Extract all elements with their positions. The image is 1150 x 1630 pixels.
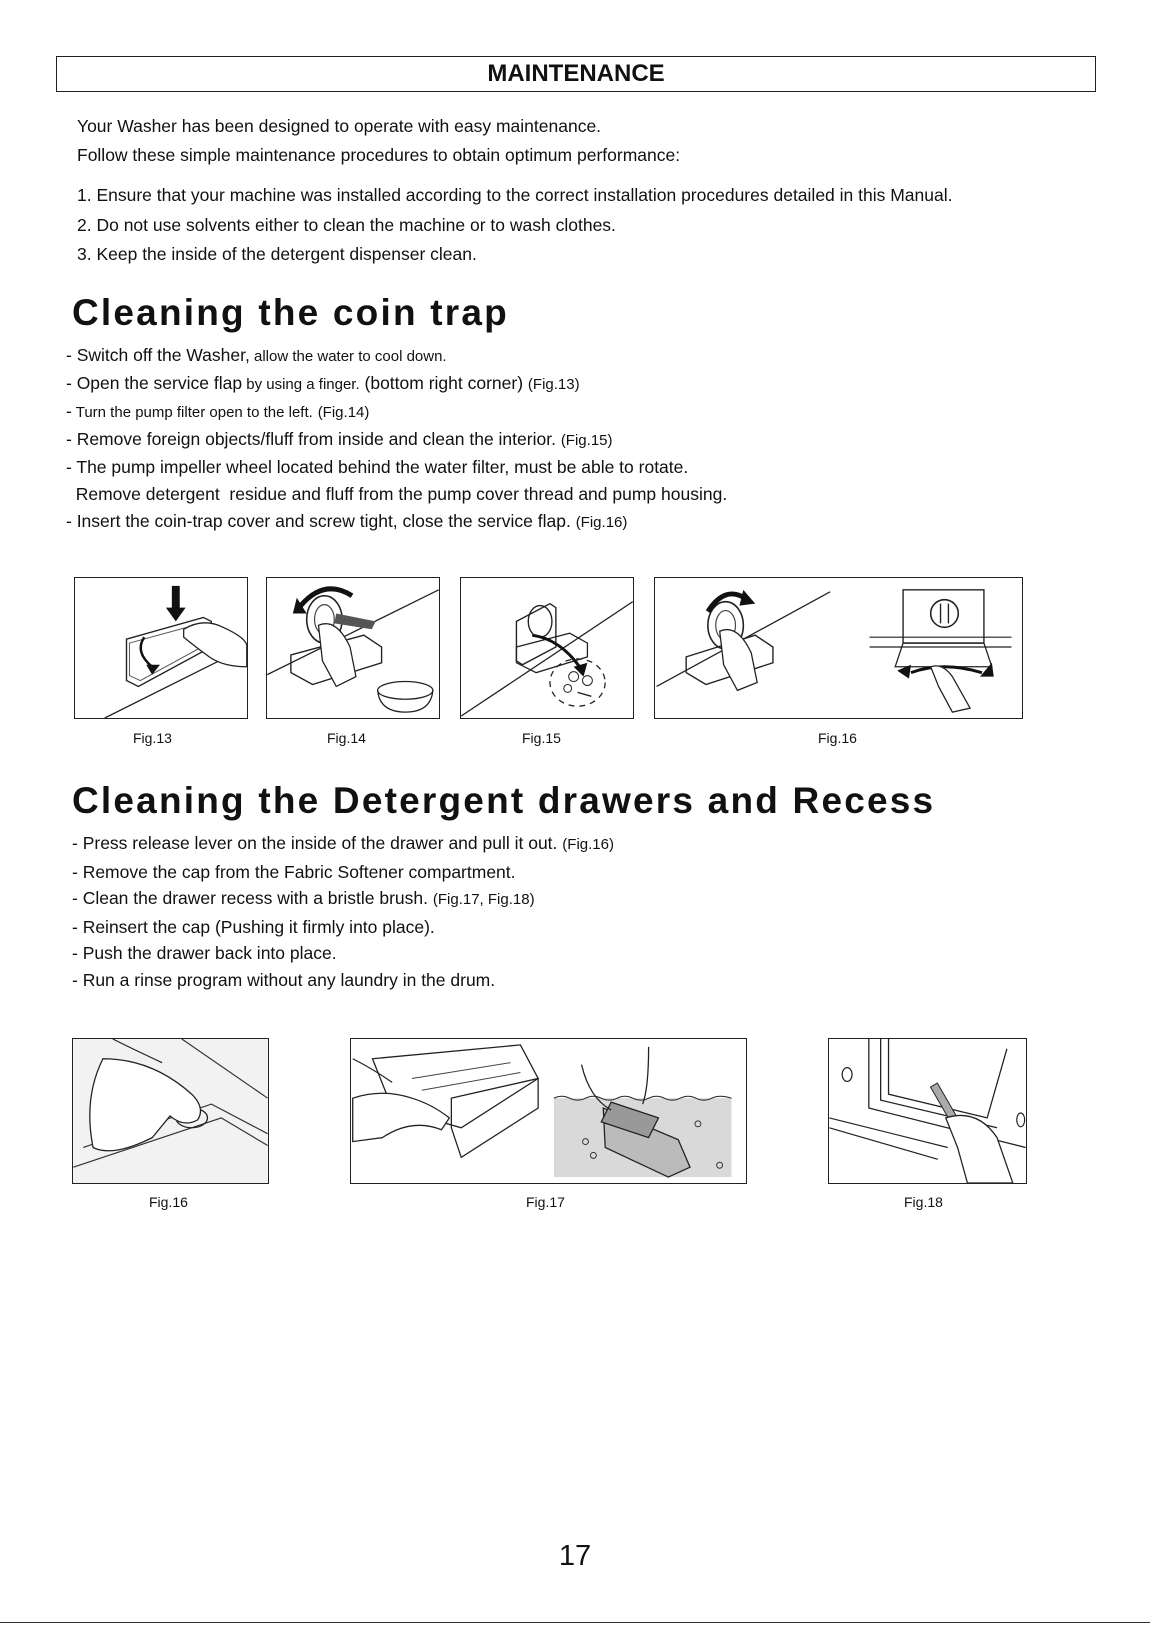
figure-16-close-flap [654, 577, 1023, 719]
close-service-flap-illustration [655, 578, 1022, 718]
drawer-release-illustration [73, 1039, 268, 1183]
step-item: - The pump impeller wheel located behind the water filter, must be able to rotate. [66, 457, 689, 477]
figure-caption: Fig.14 [327, 730, 366, 746]
figure-ref: (Fig.14) [317, 404, 370, 421]
figure-15-remove-objects [460, 577, 634, 719]
figure-13-open-flap [74, 577, 248, 719]
rule-item: 1. Ensure that your machine was installed according to the correct installation procedures detailed in this Manual. [77, 185, 953, 205]
step-item: - Turn the pump filter open to the left. (Fig.14) [66, 401, 370, 421]
figure-ref: (Fig.15) [560, 432, 613, 449]
step-item: - Insert the coin-trap cover and screw tight, close the service flap. (Fig.16) [66, 511, 628, 531]
step-item: Remove detergent residue and fluff from the pump cover thread and pump housing. [66, 484, 728, 504]
rule-item: 2. Do not use solvents either to clean the machine or to wash clothes. [77, 214, 616, 235]
coin-trap-cleaning-illustration [461, 578, 633, 718]
figure-16-press-release-lever [72, 1038, 269, 1184]
step-item: - Remove the cap from the Fabric Softener compartment. [72, 861, 516, 882]
page-title: MAINTENANCE [56, 56, 1096, 92]
section-heading-detergent: Cleaning the Detergent drawers and Recess [72, 780, 936, 821]
flap-opening-illustration [75, 578, 247, 718]
figure-caption: Fig.16 [818, 730, 857, 746]
step-item: - Press release lever on the inside of the drawer and pull it out. (Fig.16) [72, 833, 614, 853]
bottom-divider [0, 1622, 1150, 1623]
figure-ref: (Fig.16) [562, 836, 614, 853]
figure-17-clean-drawer [350, 1038, 747, 1184]
intro-text [77, 112, 680, 170]
figure-ref: (Fig.17, Fig.18) [432, 891, 535, 908]
pump-filter-illustration [267, 578, 439, 718]
step-item: - Reinsert the cap (Pushing it firmly into place). [72, 916, 435, 937]
step-item: - Switch off the Washer, allow the water to cool down. [66, 345, 447, 365]
rule-item: 3. Keep the inside of the detergent dispenser clean. [77, 244, 477, 264]
figure-ref: (Fig.13) [527, 376, 580, 393]
drawer-washing-illustration [351, 1039, 746, 1183]
step-item: - Clean the drawer recess with a bristle brush. (Fig.17, Fig.18) [72, 888, 535, 908]
figure-caption: Fig.15 [522, 730, 561, 746]
figure-ref: (Fig.16) [575, 514, 628, 531]
step-item: - Run a rinse program without any laundry in the drum. [72, 969, 496, 990]
figure-14-turn-pump-filter [266, 577, 440, 719]
intro-line: Your Washer has been designed to operate with easy maintenance. [77, 116, 602, 136]
maintenance-rules [77, 181, 952, 270]
figure-caption: Fig.16 [149, 1194, 188, 1210]
detergent-steps [72, 830, 614, 993]
figure-caption: Fig.18 [904, 1194, 943, 1210]
page-number: 17 [558, 1540, 592, 1572]
figure-caption: Fig.17 [526, 1194, 565, 1210]
coin-trap-steps [66, 342, 727, 536]
intro-line: Follow these simple maintenance procedures to obtain optimum performance: [77, 145, 681, 165]
figure-18-brush-recess [828, 1038, 1027, 1184]
figure-caption: Fig.13 [133, 730, 172, 746]
section-heading-coin-trap: Cleaning the coin trap [72, 292, 509, 333]
step-item: - Remove foreign objects/fluff from inside and clean the interior. (Fig.15) [66, 429, 613, 449]
step-item: - Open the service flap by using a finger. (bottom right corner) (Fig.13) [66, 373, 580, 393]
recess-brushing-illustration [829, 1039, 1026, 1183]
step-item: - Push the drawer back into place. [72, 943, 337, 963]
